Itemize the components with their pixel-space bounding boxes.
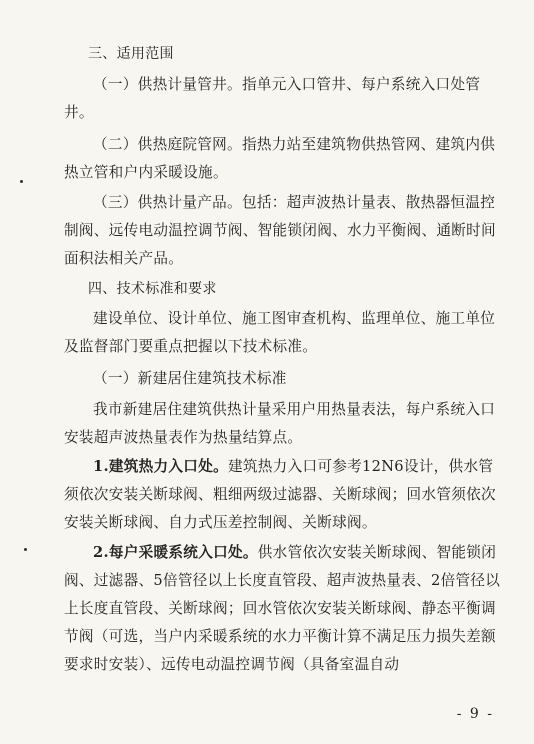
section-3-paragraph-2: （二）供热庭院管网。指热力站至建筑物供热管网、建筑内供热立管和户内采暖设施。 [64,136,496,181]
section-4-heading: 四、技术标准和要求 [88,281,217,297]
scan-speck [24,548,27,551]
item-2-lead: 2.每户采暖系统入口处。 [93,544,258,561]
item-2-text: 供水管依次安装关断球阀、智能锁闭阀、过滤器、5倍管径以上长度直管段、超声波热量表、2倍管径以上长度直管段、关断球阀；回水管依次安装关断球阀、静态平衡调节阀（可选，当户内采暖系统的水力平衡计算不满足压力损失差额要求时安装）、远传电动温控调节阀（具备室温自动 [64,544,501,673]
scan-speck [20,180,23,183]
item-1-lead: 1.建筑热力入口处。 [93,458,228,475]
section-3-paragraph-3: （三）供热计量产品。包括：超声波热计量表、散热器恒温控制阀、远传电动温控调节阀、智能锁闭阀、水力平衡阀、通断时间面积法相关产品。 [64,194,496,267]
subsection-1-heading: （一）新建居住建筑技术标准 [93,370,287,387]
section-3-heading: 三、适用范围 [88,46,174,62]
section-3-paragraph-1: （一）供热计量管井。指单元入口管井、每户系统入口处管井。 [64,76,481,121]
item-1-paragraph [64,453,506,537]
section-4-paragraph-2: 我市新建居住建筑供热计量采用户用热量表法，每户系统入口安装超声波热量表作为热量结算点。 [64,401,496,446]
item-2-paragraph [64,539,506,679]
page-number: - 9 - [456,706,494,722]
item-1-text: 建筑热力入口可参考12N6设计，供水管须依次安装关断球阀、粗细两级过滤器、关断球阀；回水管须依次安装关断球阀、自力式压差控制阀、关断球阀。 [64,458,496,531]
section-4-paragraph-1: 建设单位、设计单位、施工图审查机构、监理单位、施工单位及监督部门要重点把握以下技术标准。 [64,310,496,355]
